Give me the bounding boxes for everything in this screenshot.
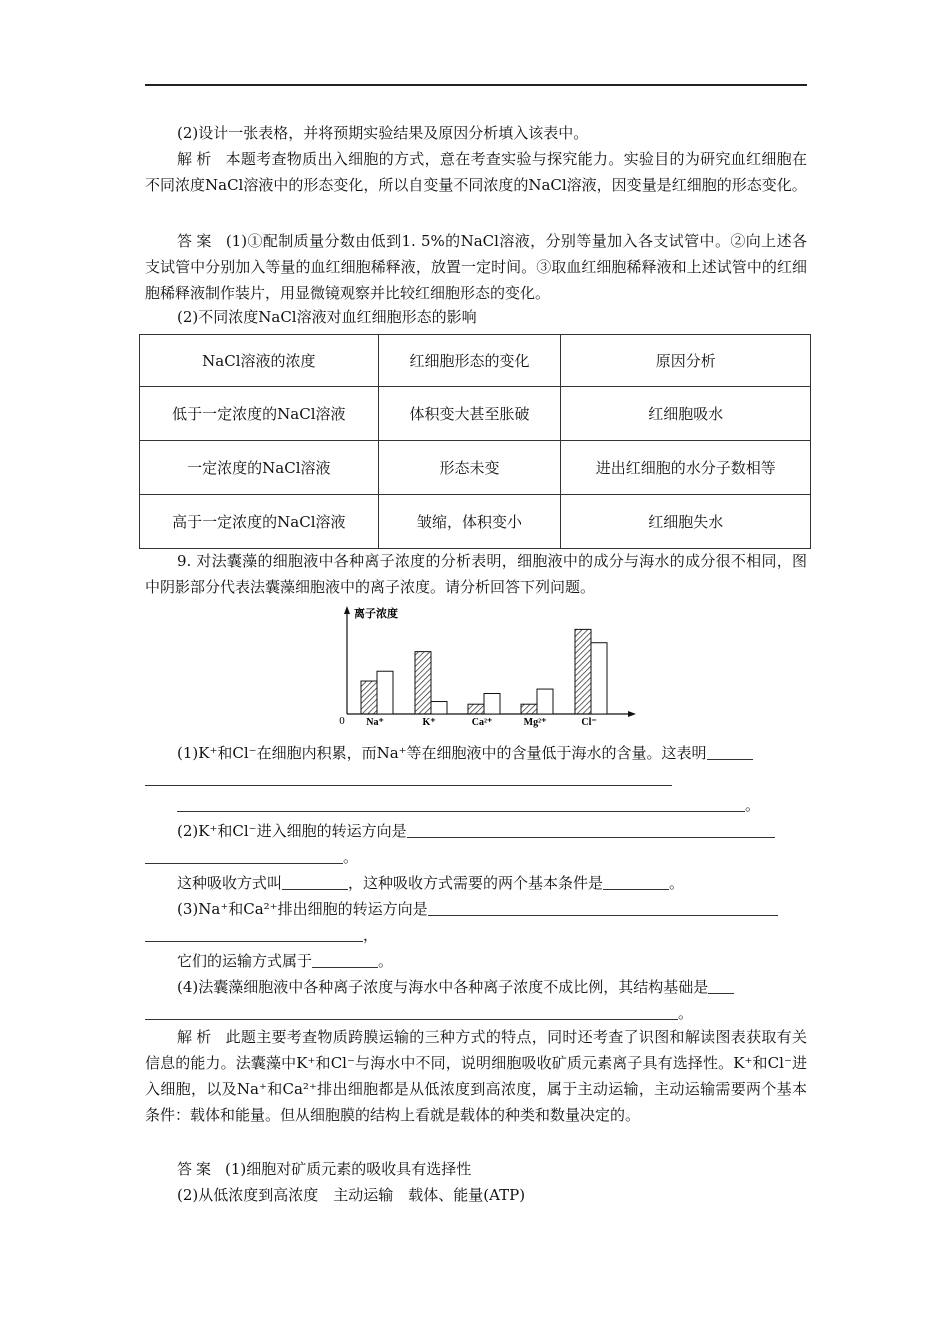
q8-part2: (2)设计一张表格，并将预期实验结果及原因分析填入该表中。 [177, 124, 589, 142]
bar-seawater [591, 643, 607, 714]
answer-blank [145, 923, 363, 942]
answer-blank [407, 819, 775, 838]
result-table [139, 334, 811, 549]
answer-blank [312, 949, 378, 968]
header-cell: 红细胞形态的变化 [378, 335, 561, 387]
analysis-text: 此题主要考查物质跨膜运输的三种方式的特点，同时还考查了识图和解读图表获取有关信息的能力。法囊藻中K⁺和Cl⁻与海水中不同，说明细胞吸收矿质元素离子具有选择性。K⁺和Cl⁻进入细胞，以及Na⁺和Ca²⁺排出细胞都是从低浓度到高浓度，属于主动运输，主动运输需要两个基本条件：载体和能量。但从细胞膜的结构上看就是载体的种类和数量决定的。 [145, 1028, 807, 1124]
answer-label: 答案 [177, 232, 216, 250]
q9-question4: (4)法囊藻细胞液中各种离子浓度与海水中各种离子浓度不成比例，其结构基础是 [145, 974, 807, 1000]
q9-question1: (1)K⁺和Cl⁻在细胞内积累，而Na⁺等在细胞液中的含量低于海水的含量。这表明 [145, 740, 807, 766]
q9-stem: 9. 对法囊藻的细胞液中各种离子浓度的分析表明，细胞液中的成分与海水的成分很不相同，图中阴影部分代表法囊藻细胞液中的离子浓度。请分析回答下列问题。 [145, 552, 807, 596]
table-header-row [140, 335, 811, 387]
analysis-label: 解析 [177, 1028, 216, 1046]
x-tick-label: Mg²⁺ [523, 717, 547, 728]
analysis-text: 本题考查物质出入细胞的方式，意在考查实验与探究能力。实验目的为研究血红细胞在不同浓度NaCl溶液中的形态变化，所以自变量不同浓度的NaCl溶液，因变量是红细胞的形态变化。 [145, 150, 807, 194]
bar-seawater [484, 694, 500, 714]
q8-answer [145, 228, 807, 306]
bar-seawater [537, 689, 553, 714]
x-tick-label: Cl⁻ [581, 717, 597, 728]
q8-analysis [145, 146, 807, 198]
answer-text: (1)①配制质量分数由低到1. 5%的NaCl溶液，分别等量加入各支试管中。②向上述各支试管中分别加入等量的血红细胞稀释液，放置一定时间。③取血红细胞稀释液和上述试管中的红细胞稀释液制作装片，用显微镜观察并比较红细胞形态的变化。 [145, 232, 807, 302]
q9-answer [145, 1156, 807, 1182]
analysis-label: 解析 [177, 150, 216, 168]
table-cell: 低于一定浓度的NaCl溶液 [140, 387, 379, 441]
table-row [140, 441, 811, 495]
table-row [140, 387, 811, 441]
table-cell: 红细胞吸水 [561, 387, 811, 441]
q9-question2: (2)K⁺和Cl⁻进入细胞的转运方向是 [145, 818, 807, 844]
answer-text: (1)细胞对矿质元素的吸收具有选择性 [225, 1160, 472, 1178]
q9-question1-line2 [145, 766, 807, 792]
bar-seawater [431, 702, 447, 714]
answer-blank [282, 871, 348, 890]
y-axis-label: 离子浓度 [354, 608, 398, 620]
q9-question3b: 它们的运输方式属于 。 [145, 948, 807, 974]
origin-label: 0 [339, 715, 345, 727]
x-tick-label: Na⁺ [366, 717, 384, 728]
bar-seawater [377, 671, 393, 714]
answer-blank [145, 767, 672, 786]
q9-question4-line2: 。 [145, 1000, 807, 1026]
table-cell: 红细胞失水 [561, 495, 811, 549]
table-cell: 一定浓度的NaCl溶液 [140, 441, 379, 495]
table-cell: 皱缩，体积变小 [378, 495, 561, 549]
bar-cell-sap [415, 652, 431, 714]
table-row [140, 495, 811, 549]
q9-analysis [145, 1024, 807, 1128]
q9-answer2: (2)从低浓度到高浓度 主动运输 载体、能量(ATP) [177, 1186, 526, 1204]
table-cell: 高于一定浓度的NaCl溶液 [140, 495, 379, 549]
q9-question2b: 这种吸收方式叫 ，这种吸收方式需要的两个基本条件是 。 [145, 870, 807, 896]
answer-blank [428, 897, 778, 916]
answer-blank [177, 793, 745, 812]
x-tick-label: Ca²⁺ [471, 717, 493, 728]
bar-cell-sap [361, 681, 377, 714]
q9-question3: (3)Na⁺和Ca²⁺排出细胞的转运方向是 [145, 896, 807, 922]
bar-cell-sap [575, 629, 591, 714]
answer-blank [145, 1001, 678, 1020]
answer-blank [707, 741, 753, 760]
bar-cell-sap [521, 704, 537, 714]
q9-question2-line2: 。 [145, 844, 807, 870]
ion-concentration-chart [330, 604, 640, 730]
bar-cell-sap [468, 704, 484, 714]
table-cell: 进出红细胞的水分子数相等 [561, 441, 811, 495]
header-rule [145, 84, 807, 86]
table-title: (2)不同浓度NaCl溶液对血红细胞形态的影响 [177, 308, 477, 326]
answer-blank [145, 845, 343, 864]
table-cell: 体积变大甚至胀破 [378, 387, 561, 441]
header-cell: NaCl溶液的浓度 [140, 335, 379, 387]
answer-blank [708, 975, 734, 994]
x-tick-label: K⁺ [422, 717, 436, 728]
answer-label: 答案 [177, 1160, 216, 1178]
q9-question3-line2: ， [145, 922, 807, 948]
header-cell: 原因分析 [561, 335, 811, 387]
answer-blank [603, 871, 669, 890]
q9-question1-line3: 。 [145, 792, 839, 818]
x-axis-arrow [628, 711, 636, 717]
table-cell: 形态未变 [378, 441, 561, 495]
y-axis-arrow [344, 606, 350, 614]
